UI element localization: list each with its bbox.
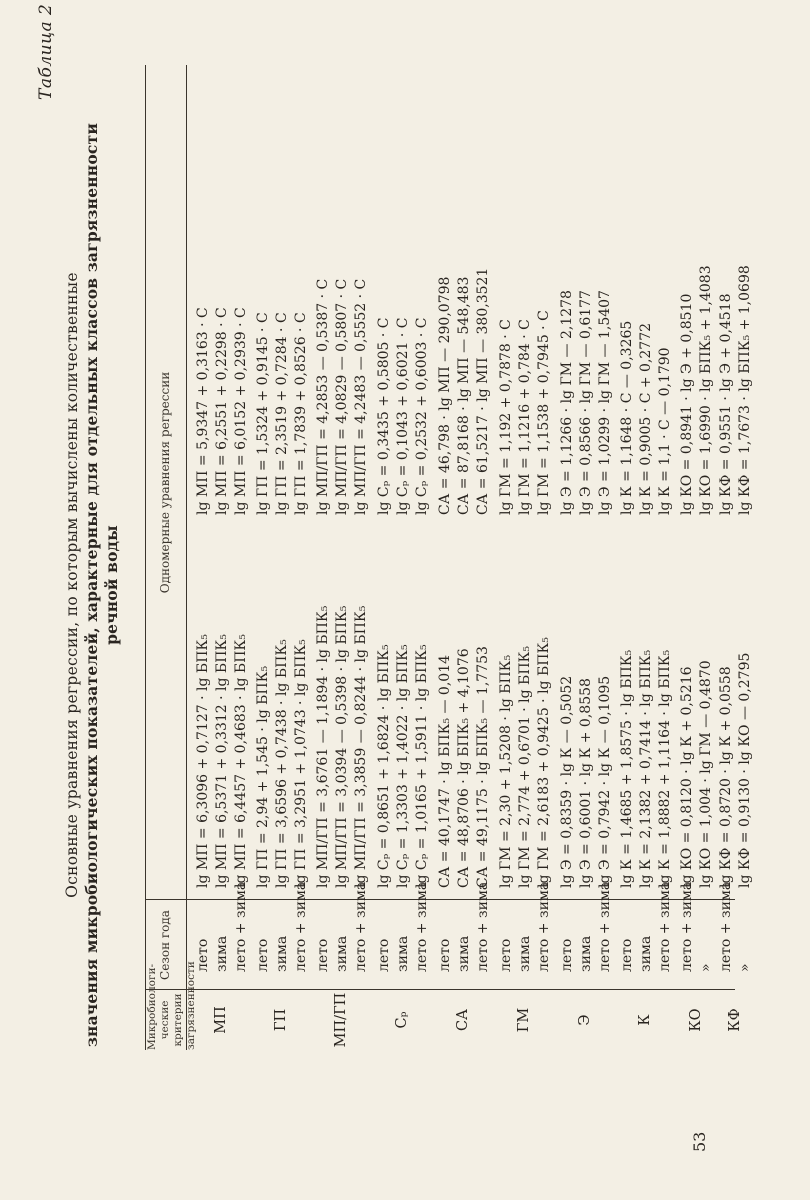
equation-cell: lg ГМ = 2,6183 + 0,9425 · lg БПК₅ [536,637,552,888]
equation-cell: lg К = 1,4685 + 1,8575 · lg БПК₅ [619,649,635,888]
season-cell: » [698,963,714,972]
equation-cell: lg Э = 0,8566 · lg ГМ — 0,6177 [578,290,594,515]
equation-cell: lg ГП = 3,6596 + 0,7438 · lg БПК₅ [274,639,290,888]
header-criteria: Микробиологи-ческие критерии загрязненности [146,961,197,1050]
eq1-column [375,644,432,888]
season-cell: лето + зима [597,881,613,972]
equation-cell: lg МП = 5,9347 + 0,3163 · С [195,307,211,515]
season-cell: » [737,963,753,972]
page-number: 53 [690,1131,709,1152]
season-cell: лето [255,938,271,972]
eq1-column [194,634,251,888]
seasons-column [717,882,755,972]
season-cell: зима [517,935,533,972]
seasons-column [254,882,311,972]
criterion-label: МП/ГП [333,992,349,1048]
equation-cell: lg Сₚ = 1,3303 + 1,4022 · lg БПК₅ [395,644,411,888]
equation-cell: lg К = 0,9005 · С + 0,2772 [638,322,654,515]
equation-cell: lg ГМ = 2,30 + 1,5208 · lg БПК₅ [498,654,514,888]
equation-cell: lg МП/ГП = 3,3859 — 0,8244 · lg БПК₅ [353,605,369,888]
equation-cell: lg КФ = 1,7673 · lg БПК₅ + 1,0698 [737,265,753,515]
season-cell: зима [274,935,290,972]
table-label: Таблица 2 [36,3,56,100]
season-cell: лето + зима [353,881,369,972]
eq2-column [375,318,432,516]
equation-cell: lg К = 1,1 · С — 0,1790 [657,347,673,515]
eq2-column [314,279,371,515]
equation-cell: lg МП = 6,4457 + 0,4683 · lg БПК₅ [233,634,249,888]
eq1-column [678,660,716,888]
season-cell: лето + зима [293,881,309,972]
eq2-column [717,265,755,515]
eq2-column [678,265,716,515]
title-line-2: значения микробиологических показателей, характерные для отдельных классов загрязненности речной воды [82,122,121,1048]
eq1-column [254,639,311,888]
title-line-1: Основные уравнения регрессии, по которым вычислены количественные [63,272,81,898]
equation-cell: lg Э = 0,8359 · lg К — 0,5052 [559,675,575,888]
equation-cell: lg КО = 1,004 · lg ГМ — 0,4870 [698,660,714,888]
eq1-column [618,650,675,888]
criterion-label: ГП [273,1008,289,1032]
season-cell: зима [395,935,411,972]
equation-cell: lg МП/ГП = 4,2483 — 0,5552 · С [353,278,369,515]
criterion-label: КО [687,1008,704,1032]
equation-cell: СА = 46,798 · lg МП — 290,0798 [437,276,453,515]
header-rule [186,65,187,1050]
top-rule [145,65,146,1050]
equation-cell: СА = 49,1175 · lg БПК₅ — 1,7753 [475,646,491,888]
equation-cell: lg Сₚ = 0,2532 + 0,6003 · С [414,317,430,515]
season-cell: лето + зима [679,881,695,972]
equation-cell: lg КФ = 0,8720 · lg К + 0,0558 [718,666,734,888]
season-cell: лето [559,938,575,972]
equation-cell: lg Э = 1,1266 · lg ГМ — 2,1278 [559,290,575,515]
eq1-column [436,646,493,888]
eq1-column [558,676,615,888]
season-cell: лето [315,938,331,972]
seasons-column [618,882,675,972]
equation-cell: lg МП/ГП = 4,0829 — 0,5807 · С [334,278,350,515]
season-cell: лето + зима [657,881,673,972]
season-cell: лето [437,938,453,972]
criterion-label: ГМ [516,1007,532,1033]
equation-cell: lg ГМ = 2,774 + 0,6701 · lg БПК₅ [517,645,533,888]
eq2-column [194,307,251,515]
header-season: Сезон года [158,910,172,980]
season-cell: лето + зима [414,881,430,972]
season-cell: лето + зима [475,881,491,972]
equation-cell: lg ГМ = 1,192 + 0,7878 · С [498,319,514,515]
eq1-column [314,606,371,888]
eq2-column [254,312,311,515]
header-single-regression: Одномерные уравнения регрессии [158,371,172,594]
equation-cell: lg МП = 6,2551 + 0,2298 · С [214,307,230,515]
equation-cell: СА = 40,1747 · lg БПК₅ — 0,014 [437,654,453,888]
equation-cell: СА = 48,8706 · lg БПК₅ + 4,1076 [456,648,472,888]
seasons-column [194,882,251,972]
seasons-column [678,882,716,972]
equation-cell: lg Э = 0,6001 · lg К + 0,8558 [578,678,594,888]
eq2-column [618,321,675,515]
equation-cell: lg МП/ГП = 4,2853 — 0,5387 · С [315,278,331,515]
criterion-label: СА [455,1008,471,1032]
equation-cell: lg ГП = 3,2951 + 1,0743 · lg БПК₅ [293,639,309,888]
criterion-label: КФ [726,1008,743,1032]
equation-cell: lg ГП = 1,7839 + 0,8526 · С [293,312,309,515]
season-cell: лето [498,938,514,972]
equation-cell: СА = 87,8168 · lg МП — 548,483 [456,276,472,515]
season-cell: зима [638,935,654,972]
eq2-column [436,268,493,515]
eq2-column [558,290,615,515]
equation-cell: lg КФ = 0,9130 · lg КО — 0,2795 [737,652,753,888]
criterion-label: К [637,1014,653,1026]
criterion-label: МП [213,1006,229,1034]
equation-cell: lg ГМ = 1,1216 + 0,784 · С [517,319,533,515]
equation-cell: lg МП = 6,0152 + 0,2939 · С [233,307,249,515]
seasons-column [558,882,615,972]
season-cell: зима [334,935,350,972]
season-cell: лето [619,938,635,972]
seasons-column [375,882,432,972]
season-cell: зима [214,935,230,972]
equation-cell: lg Сₚ = 0,8651 + 1,6824 · lg БПК₅ [376,644,392,888]
equation-cell: lg ГП = 2,94 + 1,545 · lg БПК₅ [255,665,271,888]
equation-cell: lg Сₚ = 1,0165 + 1,5911 · lg БПК₅ [414,644,430,888]
seasons-column [436,882,493,972]
season-cell: лето + зима [233,881,249,972]
season-cell: зима [578,935,594,972]
equation-cell: lg КО = 0,8941 · lg Э + 0,8510 [679,293,695,515]
equation-cell: lg МП = 6,3096 + 0,7127 · lg БПК₅ [195,634,211,888]
equation-cell: lg КО = 1,6990 · lg БПК₅ + 1,4083 [698,265,714,515]
season-cell: лето + зима [536,881,552,972]
eq2-column [497,310,554,515]
criterion-label: Э [577,1014,593,1026]
criterion-label: Сₚ [394,1011,410,1029]
equation-cell: lg Сₚ = 0,3435 + 0,5805 · С [376,317,392,515]
equation-cell: lg Э = 0,7942 · lg К — 0,1095 [597,675,613,888]
equation-cell: lg МП = 6,5371 + 0,3312 · lg БПК₅ [214,634,230,888]
equation-cell: lg ГМ = 1,1538 + 0,7945 · С [536,310,552,515]
equation-cell: lg К = 2,1382 + 0,7414 · lg БПК₅ [638,649,654,888]
equation-cell: lg ГП = 2,3519 + 0,7284 · С [274,312,290,515]
seasons-column [314,882,371,972]
equation-cell: lg Э = 1,0299 · lg ГМ — 1,5407 [597,290,613,515]
equation-cell: lg ГП = 1,5324 + 0,9145 · С [255,312,271,515]
equation-cell: lg МП/ГП = 3,0394 — 0,5398 · lg БПК₅ [334,605,350,888]
equation-cell: lg КО = 0,8120 · lg К + 0,5216 [679,666,695,888]
eq1-column [717,653,755,888]
eq1-column [497,637,554,888]
season-cell: зима [456,935,472,972]
equation-cell: lg К = 1,8882 + 1,1164 · lg БПК₅ [657,649,673,888]
season-cell: лето + зима [718,881,734,972]
table-title [62,120,122,1050]
season-cell: лето [195,938,211,972]
equation-cell: lg К = 1,1648 · С — 0,3265 [619,320,635,515]
equation-cell: lg Сₚ = 0,1043 + 0,6021 · С [395,317,411,515]
season-cell: лето [376,938,392,972]
equation-cell: lg КФ = 0,9551 · lg Э + 0,4518 [718,293,734,515]
equation-cell: СА = 61,5217 · lg МП — 380,3521 [475,267,491,515]
equation-cell: lg МП/ГП = 3,6761 — 1,1894 · lg БПК₅ [315,605,331,888]
seasons-column [497,882,554,972]
